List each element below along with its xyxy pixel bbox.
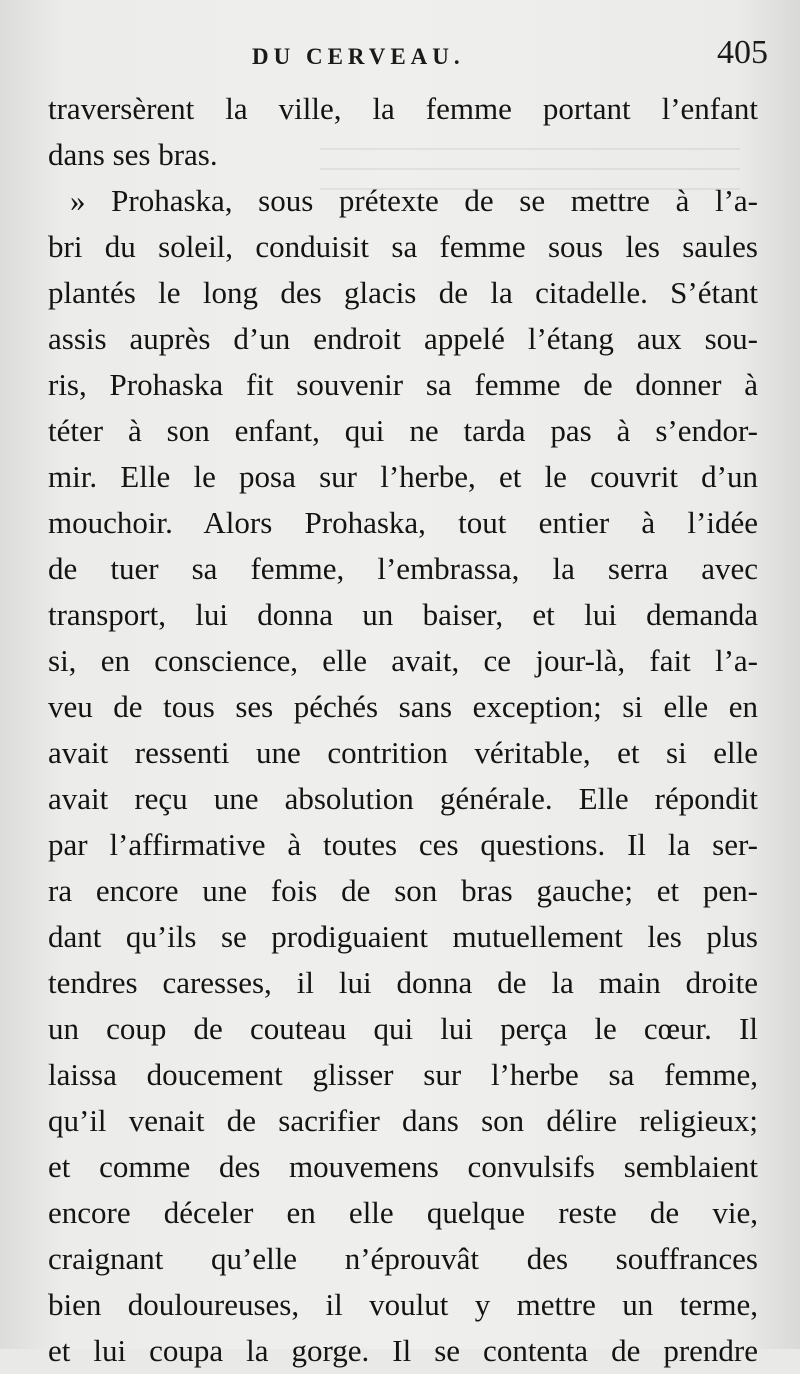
text-line: bien douloureuses, il voulut y mettre un terme, — [48, 1287, 758, 1322]
text-line: un coup de couteau qui lui perça le cœur. Il — [48, 1011, 758, 1046]
text-line: laissa doucement glisser sur l’herbe sa femme, — [48, 1057, 758, 1092]
text-line: craignant qu’elle n’éprouvât des souffrances — [48, 1241, 758, 1276]
text-line: plantés le long des glacis de la citadelle. S’étant — [48, 275, 758, 310]
text-line: ra encore une fois de son bras gauche; et pen- — [48, 873, 758, 908]
text-line: mouchoir. Alors Prohaska, tout entier à l’idée — [48, 505, 758, 540]
text-line: et lui coupa la gorge. Il se contenta de prendre — [48, 1333, 758, 1368]
text-line: » Prohaska, sous prétexte de se mettre à l’a- — [70, 183, 758, 218]
text-line: veu de tous ses péchés sans exception; si elle en — [48, 689, 758, 724]
text-line: et comme des mouvemens convulsifs semblaient — [48, 1149, 758, 1184]
page-number: 405 — [717, 34, 768, 71]
text-line: tendres caresses, il lui donna de la main droite — [48, 965, 758, 1000]
text-line: encore déceler en elle quelque reste de vie, — [48, 1195, 758, 1230]
text-line: dant qu’ils se prodiguaient mutuellement les plus — [48, 919, 758, 954]
text-line: avait reçu une absolution générale. Elle répondit — [48, 781, 758, 816]
text-line: si, en conscience, elle avait, ce jour-là, fait l’a- — [48, 643, 758, 678]
text-line: de tuer sa femme, l’embrassa, la serra avec — [48, 551, 758, 586]
text-line: assis auprès d’un endroit appelé l’étang aux sou- — [48, 321, 758, 356]
text-line: qu’il venait de sacrifier dans son délire religieux; — [48, 1103, 758, 1138]
text-line: traversèrent la ville, la femme portant l’enfant — [48, 91, 758, 126]
body-text — [48, 86, 758, 1374]
running-title: DU CERVEAU. — [252, 44, 465, 69]
text-line: ris, Prohaska fit souvenir sa femme de donner à — [48, 367, 758, 402]
text-line: bri du soleil, conduisit sa femme sous les saules — [48, 229, 758, 264]
text-line: mir. Elle le posa sur l’herbe, et le couvrit d’un — [48, 459, 758, 494]
text-line: par l’affirmative à toutes ces questions. Il la ser- — [48, 827, 758, 862]
text-line: dans ses bras. — [48, 137, 218, 172]
text-line: téter à son enfant, qui ne tarda pas à s’endor- — [48, 413, 758, 448]
text-line: avait ressenti une contrition véritable, et si elle — [48, 735, 758, 770]
text-line: transport, lui donna un baiser, et lui demanda — [48, 597, 758, 632]
